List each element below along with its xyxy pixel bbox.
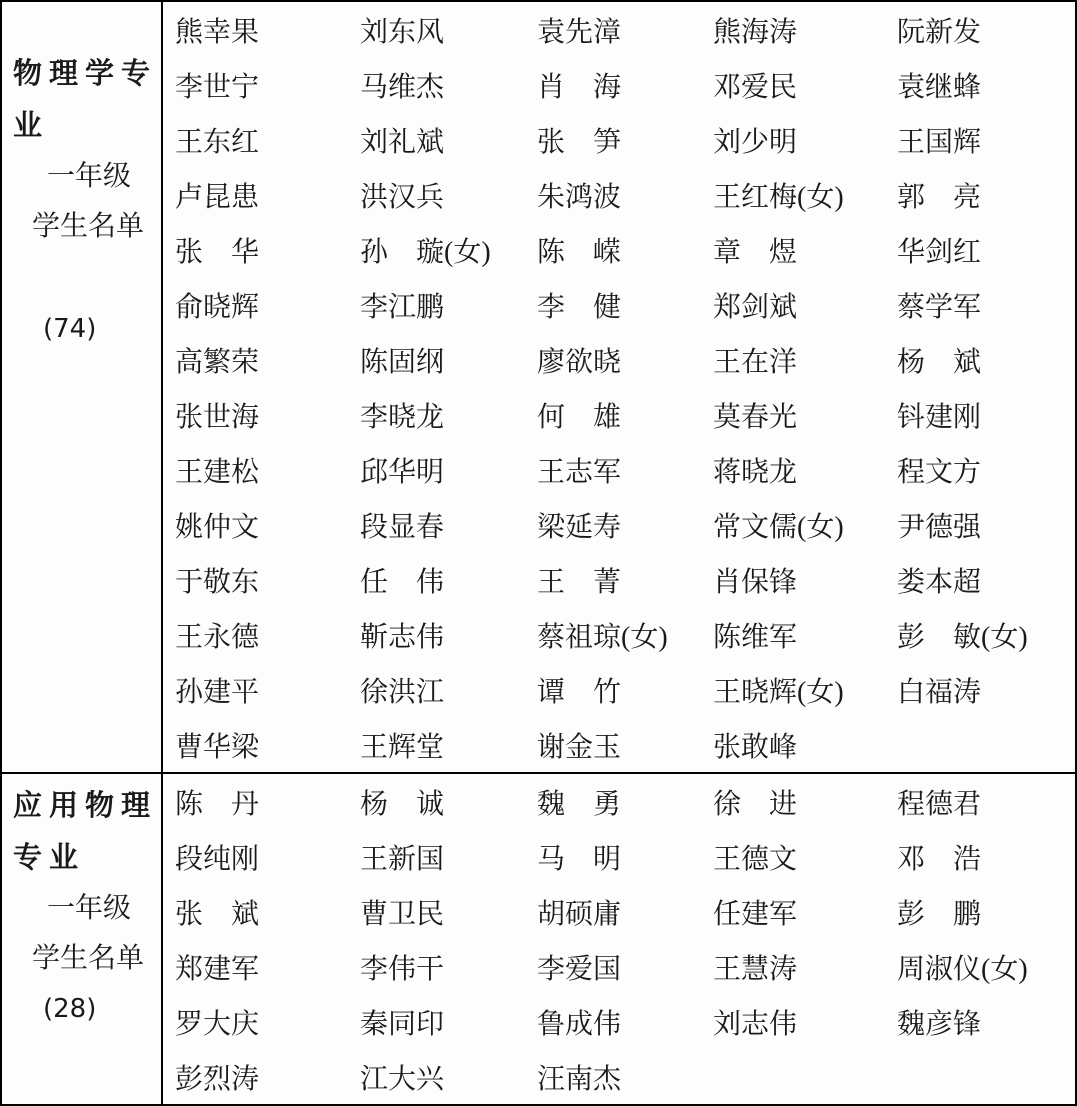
student-name: 徐 进 — [713, 788, 798, 820]
student-name: 李世宁 — [175, 71, 260, 103]
student-name: 郑建军 — [175, 953, 260, 985]
student-name: 程德君 — [897, 788, 982, 820]
student-name: 高繁荣 — [175, 346, 260, 378]
section-title: 物理学专业 — [13, 58, 158, 142]
student-name: 段显春 — [360, 511, 445, 543]
student-name: 谭 竹 — [537, 676, 622, 708]
student-name: 靳志伟 — [360, 621, 445, 653]
student-name: 张敢峰 — [713, 731, 798, 763]
student-name: 常文儒(女) — [713, 511, 844, 543]
student-name: 王德文 — [713, 843, 798, 875]
student-name: 谢金玉 — [537, 731, 622, 763]
student-name: 秦同印 — [360, 1008, 445, 1040]
student-name: 曹华梁 — [175, 731, 260, 763]
student-name: 熊幸果 — [175, 16, 260, 48]
student-name: 王晓辉(女) — [713, 676, 844, 708]
student-name: 孙建平 — [175, 676, 260, 708]
student-name: 江大兴 — [360, 1063, 445, 1095]
student-name: 杨 斌 — [897, 346, 982, 378]
student-name: 白福涛 — [897, 676, 982, 708]
student-count: (28) — [43, 994, 97, 1024]
list-label: 学生名单 — [32, 211, 145, 242]
student-name: 梁延寿 — [537, 511, 622, 543]
student-name: 汪南杰 — [537, 1063, 622, 1095]
student-name: 章 煜 — [713, 236, 798, 268]
student-name: 张 斌 — [175, 898, 260, 930]
student-name: 马 明 — [537, 843, 622, 875]
student-name: 王辉堂 — [360, 731, 445, 763]
student-name: 胡硕庸 — [537, 898, 622, 930]
student-name: 王东红 — [175, 126, 260, 158]
student-name: 王慧涛 — [713, 953, 798, 985]
student-name: 张 华 — [175, 236, 260, 268]
student-name: 邓 浩 — [897, 843, 982, 875]
student-name: 郭 亮 — [897, 181, 982, 213]
section-title: 应用物理专业 — [13, 790, 158, 874]
student-name: 徐洪江 — [360, 676, 445, 708]
student-name: 彭烈涛 — [175, 1063, 260, 1095]
student-name: 彭 敏(女) — [897, 621, 1028, 653]
student-name: 王新国 — [360, 843, 445, 875]
student-count: (74) — [43, 314, 97, 344]
student-name: 刘志伟 — [713, 1008, 798, 1040]
student-name: 陈 丹 — [175, 788, 260, 820]
student-name: 袁继蜂 — [897, 71, 982, 103]
student-name: 华剑红 — [897, 236, 982, 268]
student-name: 曹卫民 — [360, 898, 445, 930]
student-name: 李晓龙 — [360, 401, 445, 433]
student-name: 洪汉兵 — [360, 181, 445, 213]
student-name: 周淑仪(女) — [897, 953, 1028, 985]
list-label: 学生名单 — [32, 943, 145, 974]
student-name: 肖 海 — [537, 71, 622, 103]
student-name: 李江鹏 — [360, 291, 445, 323]
student-name: 王在洋 — [713, 346, 798, 378]
student-name: 陈固纲 — [360, 346, 445, 378]
student-name: 鲁成伟 — [537, 1008, 622, 1040]
names-grid-physics — [163, 2, 1075, 772]
section-header-physics — [2, 2, 163, 772]
student-name: 陈 嵘 — [537, 236, 622, 268]
student-name: 阮新发 — [897, 16, 982, 48]
names-grid-applied-physics — [163, 774, 1075, 1104]
student-name: 程文方 — [897, 456, 982, 488]
student-name: 朱鸿波 — [537, 181, 622, 213]
student-name: 袁先漳 — [537, 16, 622, 48]
student-name: 李伟干 — [360, 953, 445, 985]
student-name: 陈维军 — [713, 621, 798, 653]
student-name: 娄本超 — [897, 566, 982, 598]
section-physics — [2, 2, 1075, 772]
student-name: 蔡学军 — [897, 291, 982, 323]
student-name: 俞晓辉 — [175, 291, 260, 323]
student-name: 王国辉 — [897, 126, 982, 158]
student-name: 邱华明 — [360, 456, 445, 488]
student-name: 尹德强 — [897, 511, 982, 543]
student-name: 姚仲文 — [175, 511, 260, 543]
student-name: 何 雄 — [537, 401, 622, 433]
student-name: 刘礼斌 — [360, 126, 445, 158]
student-name: 魏彦锋 — [897, 1008, 982, 1040]
student-name: 于敬东 — [175, 566, 260, 598]
grade-label: 一年级 — [47, 161, 132, 192]
student-name: 杨 诚 — [360, 788, 445, 820]
section-applied-physics — [2, 772, 1075, 1104]
student-name: 段纯刚 — [175, 843, 260, 875]
student-name: 郑剑斌 — [713, 291, 798, 323]
student-name: 王红梅(女) — [713, 181, 844, 213]
section-header-applied-physics — [2, 774, 163, 1104]
student-name: 王建松 — [175, 456, 260, 488]
student-name: 张世海 — [175, 401, 260, 433]
student-name: 邓爱民 — [713, 71, 798, 103]
grade-label: 一年级 — [47, 893, 132, 924]
student-name: 钭建刚 — [897, 401, 982, 433]
student-name: 张 笋 — [537, 126, 622, 158]
student-name: 李爱国 — [537, 953, 622, 985]
student-name: 罗大庆 — [175, 1008, 260, 1040]
student-name: 彭 鹏 — [897, 898, 982, 930]
student-name: 李 健 — [537, 291, 622, 323]
student-name: 刘东风 — [360, 16, 445, 48]
student-name: 莫春光 — [713, 401, 798, 433]
student-name: 王志军 — [537, 456, 622, 488]
student-name: 王永德 — [175, 621, 260, 653]
student-name: 蒋晓龙 — [713, 456, 798, 488]
student-name: 任 伟 — [360, 566, 445, 598]
student-name: 任建军 — [713, 898, 798, 930]
student-name: 肖保锋 — [713, 566, 798, 598]
student-name: 卢昆患 — [175, 181, 260, 213]
student-name: 廖欲晓 — [537, 346, 622, 378]
student-name: 孙 璇(女) — [360, 236, 491, 268]
student-name: 熊海涛 — [713, 16, 798, 48]
student-name: 马维杰 — [360, 71, 445, 103]
student-name: 刘少明 — [713, 126, 798, 158]
student-name: 魏 勇 — [537, 788, 622, 820]
student-name: 王 菁 — [537, 566, 622, 598]
student-name: 蔡祖琼(女) — [537, 621, 668, 653]
